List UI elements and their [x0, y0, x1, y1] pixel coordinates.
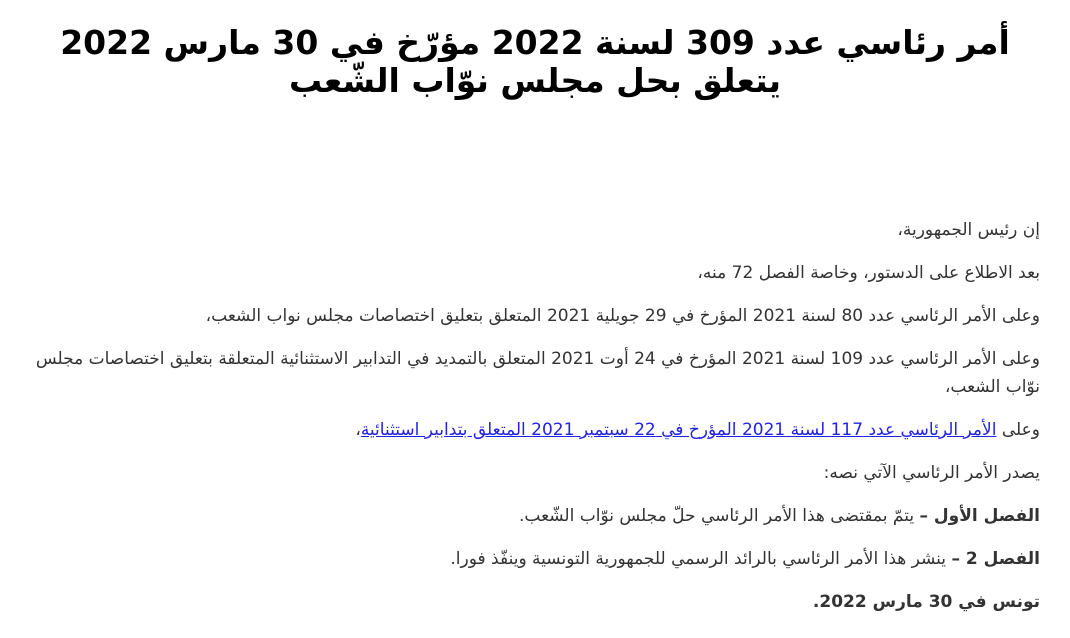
text-segment: وعلى [996, 420, 1040, 440]
document-page [0, 24, 1070, 638]
enactment-clause [28, 459, 1040, 487]
citation-decree-80-2021 [28, 302, 1040, 330]
citation-decree-117-2021 [28, 416, 1040, 444]
bold-text-segment: الفصل الأول – [919, 506, 1040, 526]
text-segment: إن رئيس الجمهورية، [897, 220, 1040, 240]
place-date-line [28, 588, 1040, 616]
text-segment: بعد الاطلاع على الدستور، وخاصة الفصل 72 منه، [697, 263, 1040, 283]
preamble-president [28, 216, 1040, 244]
bold-text-segment: تونس في 30 مارس 2022. [812, 592, 1040, 612]
document-body [28, 216, 1040, 616]
text-segment: وعلى الأمر الرئاسي عدد 80 لسنة 2021 المؤرخ في 29 جويلية 2021 المتعلق بتعليق اختصاصات مجلس نواب الشعب، [205, 306, 1040, 326]
title-line-2: يتعلق بحل مجلس نوّاب الشّعب [288, 61, 782, 100]
bold-text-segment: الفصل 2 – [951, 549, 1040, 569]
article-2 [28, 545, 1040, 573]
text-segment: يصدر الأمر الرئاسي الآتي نصه: [823, 463, 1040, 483]
presidential-decree-117-link[interactable]: الأمر الرئاسي عدد 117 لسنة 2021 المؤرخ في 22 سبتمبر 2021 المتعلق بتدابير استثنائية [360, 420, 997, 440]
text-segment: يتمّ بمقتضى هذا الأمر الرئاسي حلّ مجلس نوّاب الشّعب. [518, 506, 920, 526]
text-segment: وعلى الأمر الرئاسي عدد 109 لسنة 2021 المؤرخ في 24 أوت 2021 المتعلق بالتمديد في التدابير الاستثنائية المتعلقة بتعليق اختصاصات مجلس نوّاب الشعب، [35, 349, 1040, 397]
document-title [12, 24, 1058, 100]
title-line-1: أمر رئاسي عدد 309 لسنة 2022 مؤرّخ في 30 مارس 2022 [60, 23, 1010, 62]
text-segment: ، [355, 420, 361, 440]
article-1 [28, 502, 1040, 530]
citation-decree-109-2021 [28, 345, 1040, 401]
preamble-constitution [28, 259, 1040, 287]
text-segment: ينشر هذا الأمر الرئاسي بالرائد الرسمي للجمهورية التونسية وينفّذ فورا. [450, 549, 952, 569]
